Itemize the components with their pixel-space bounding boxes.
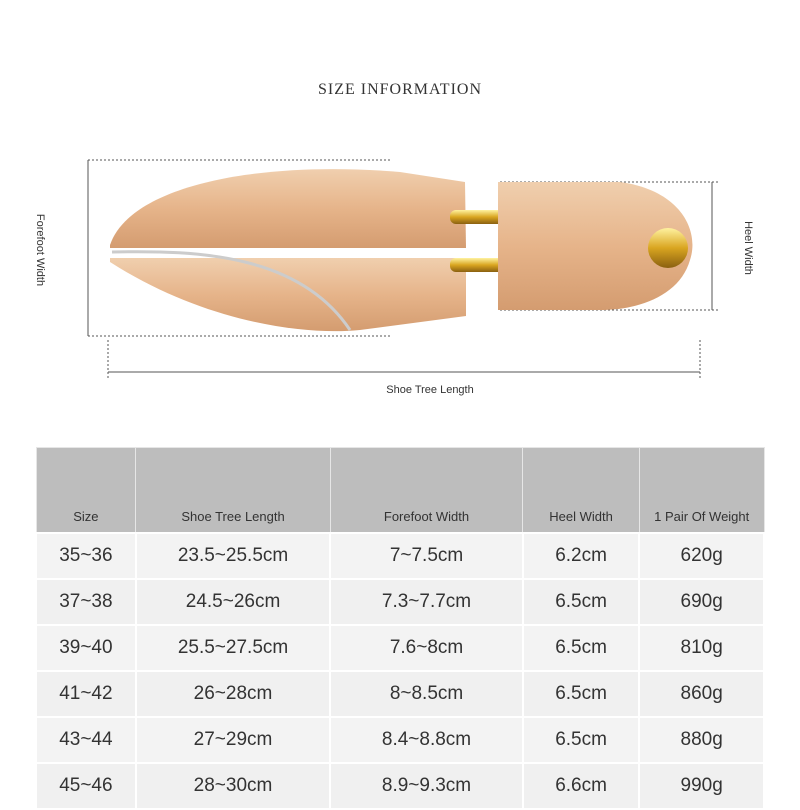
table-row: [36, 625, 764, 671]
cell-size: 35~36: [36, 533, 136, 579]
cell-heel: 6.2cm: [523, 533, 640, 579]
cell-length: 28~30cm: [136, 763, 331, 809]
cell-heel: 6.5cm: [523, 717, 640, 763]
cell-weight: 690g: [639, 579, 764, 625]
header-length: Shoe Tree Length: [136, 448, 331, 534]
header-forefoot: Forefoot Width: [330, 448, 522, 534]
cell-length: 26~28cm: [136, 671, 331, 717]
table-row: [36, 763, 764, 809]
table-row: [36, 671, 764, 717]
heel-knob: [648, 228, 688, 268]
table-row: [36, 717, 764, 763]
shoe-tree-length-label: Shoe Tree Length: [386, 384, 474, 396]
cell-weight: 990g: [639, 763, 764, 809]
cell-weight: 880g: [639, 717, 764, 763]
forefoot-part: [110, 169, 466, 331]
cell-heel: 6.5cm: [523, 579, 640, 625]
cell-forefoot: 7~7.5cm: [330, 533, 522, 579]
table-row: [36, 533, 764, 579]
cell-weight: 620g: [639, 533, 764, 579]
cell-forefoot: 8~8.5cm: [330, 671, 522, 717]
table-header-row: [36, 448, 764, 534]
cell-heel: 6.6cm: [523, 763, 640, 809]
cell-forefoot: 8.4~8.8cm: [330, 717, 522, 763]
header-heel: Heel Width: [523, 448, 640, 534]
cell-length: 27~29cm: [136, 717, 331, 763]
cell-weight: 860g: [639, 671, 764, 717]
cell-weight: 810g: [639, 625, 764, 671]
cell-size: 41~42: [36, 671, 136, 717]
cell-forefoot: 7.3~7.7cm: [330, 579, 522, 625]
cell-heel: 6.5cm: [523, 625, 640, 671]
cell-size: 37~38: [36, 579, 136, 625]
cell-forefoot: 7.6~8cm: [330, 625, 522, 671]
table-row: [36, 579, 764, 625]
cell-size: 43~44: [36, 717, 136, 763]
cell-heel: 6.5cm: [523, 671, 640, 717]
cell-size: 39~40: [36, 625, 136, 671]
heel-part: [498, 182, 692, 310]
cell-length: 24.5~26cm: [136, 579, 331, 625]
forefoot-width-label: Forefoot Width: [34, 213, 46, 287]
cell-size: 45~46: [36, 763, 136, 809]
header-size: Size: [36, 448, 136, 534]
cell-forefoot: 8.9~9.3cm: [330, 763, 522, 809]
heel-width-label: Heel Width: [742, 221, 754, 275]
cell-length: 25.5~27.5cm: [136, 625, 331, 671]
page-title: SIZE INFORMATION: [318, 81, 482, 98]
size-table: [35, 447, 765, 810]
cell-length: 23.5~25.5cm: [136, 533, 331, 579]
header-weight: 1 Pair Of Weight: [639, 448, 764, 534]
